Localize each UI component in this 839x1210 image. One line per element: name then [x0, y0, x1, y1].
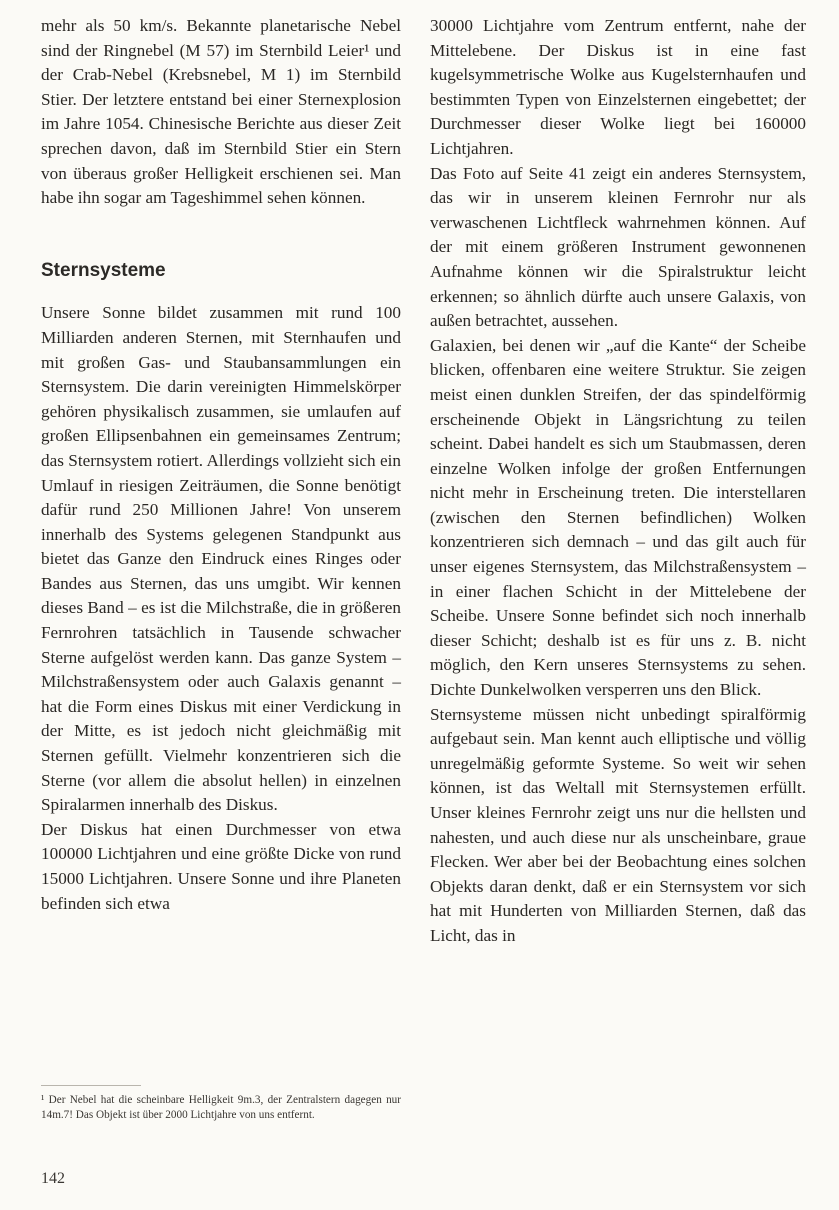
body-paragraph: 30000 Lichtjahre vom Zentrum entfernt, nahe der Mittelebene. Der Diskus ist in eine fast kugelsymmetrische Wolke aus Kugelsternhaufen und bestimmten Typen von Einzelsternen eingebettet; der Durchmesser dieser Wolke liegt bei 160000 Lichtjahren. [430, 16, 806, 158]
body-paragraph: Unsere Sonne bildet zusammen mit rund 100 Milliarden anderen Sternen, mit Sternhaufen und mit großen Gas- und Staubansammlungen ein Sternsystem. Die darin vereinigten Himmelskörper gehören physikalisch zusammen, sie umlaufen auf großen Ellipsenbahnen ein gemeinsames Zentrum; das Sternsystem rotiert. Allerdings vollzieht sich ein Umlauf in riesigen Zeiträumen, die Sonne benötigt dafür rund 250 Millionen Jahre! Von unserem innerhalb des Systems gelegenen Standpunkt aus bietet das Ganze den Eindruck eines Ringes oder Bandes aus Sternen, das uns umgibt. Wir kennen dieses Band – es ist die Milchstraße, die in größeren Fernrohren tatsächlich in Tausende schwacher Sterne aufgelöst werden kann. Das ganze System – Milchstraßensystem oder auch Galaxis genannt – hat die Form eines Diskus mit einer Verdickung in der Mitte, es ist jedoch nicht gleichmäßig mit Sternen gefüllt. Vielmehr konzentrieren sich die Sterne (vor allem die absolut hellen) in einzelnen Spiralarmen innerhalb des Diskus. [41, 303, 401, 815]
body-paragraph: Galaxien, bei denen wir „auf die Kante“ der Scheibe blicken, offenbaren eine weitere Struktur. Sie zeigen meist einen dunklen Streifen, der das spindelförmig erscheinende Objekt in Längsrichtung zu teilen scheint. Dabei handelt es sich um Staubmassen, deren einzelne Wolken infolge der großen Entfernungen nicht mehr in Erscheinung treten. Die interstellaren (zwischen den Sternen befindlichen) Wolken konzentrieren sich demnach – und das gilt auch für unser eigenes Sternsystem, das Milchstraßensystem – in einer flachen Schicht in der Mittelebene der Scheibe. Unsere Sonne befindet sich noch innerhalb dieser Schicht; deshalb ist es für uns z. B. nicht möglich, den Kern unseres Sternsystems zu sehen. Dichte Dunkelwolken versperren uns den Blick. [430, 335, 806, 700]
body-paragraph: Das Foto auf Seite 41 zeigt ein anderes Sternsystem, das wir in unserem kleinen Fernrohr nur als verwaschenen Lichtfleck wahrnehmen können. Auf der mit einem größeren Instrument gewonnenen Aufnahme können wir die Spiralstruktur leicht erkennen; so ähnlich dürfte auch unsere Galaxis, von außen betrachtet, aussehen. [430, 163, 806, 331]
left-column [41, 14, 401, 916]
footnote-divider [41, 1085, 141, 1086]
intro-paragraph: mehr als 50 km/s. Bekannte planetarische Nebel sind der Ringnebel (M 57) im Sternbild Leier¹ und der Crab-Nebel (Krebsnebel, M 1) im Sternbild Stier. Der letztere entstand bei einer Sternexplosion im Jahre 1054. Chinesische Berichte aus dieser Zeit sprechen davon, daß im Sternbild Stier ein Stern von überaus großer Helligkeit erschienen sei. Man habe ihn sogar am Tageshimmel sehen können. [41, 16, 401, 208]
body-paragraph: Sternsysteme müssen nicht unbedingt spiralförmig aufgebaut sein. Man kennt auch elliptische und völlig unregelmäßig geformte Systeme. So weit wir sehen können, ist das Weltall mit Sternsystemen erfüllt. Unser kleines Fernrohr zeigt uns nur die hellsten und nahesten, und auch diese nur als unscheinbare, graue Flecken. Wer aber bei der Beobachtung eines solchen Objekts daran denkt, daß er ein Sternsystem vor sich hat mit Hunderten von Milliarden Sternen, daß das Licht, das in [430, 704, 806, 945]
section-heading: Sternsysteme [41, 259, 166, 281]
body-paragraph: Der Diskus hat einen Durchmesser von etwa 100000 Lichtjahren und eine größte Dicke von rund 15000 Lichtjahren. Unsere Sonne und ihre Planeten befinden sich etwa [41, 819, 401, 913]
footnote: ¹ Der Nebel hat die scheinbare Helligkeit 9m.3, der Zentralstern dagegen nur 14m.7! Das Objekt ist über 2000 Lichtjahre von uns entfernt. [41, 1094, 401, 1121]
page-number: 142 [41, 1170, 65, 1187]
right-column [430, 14, 806, 949]
